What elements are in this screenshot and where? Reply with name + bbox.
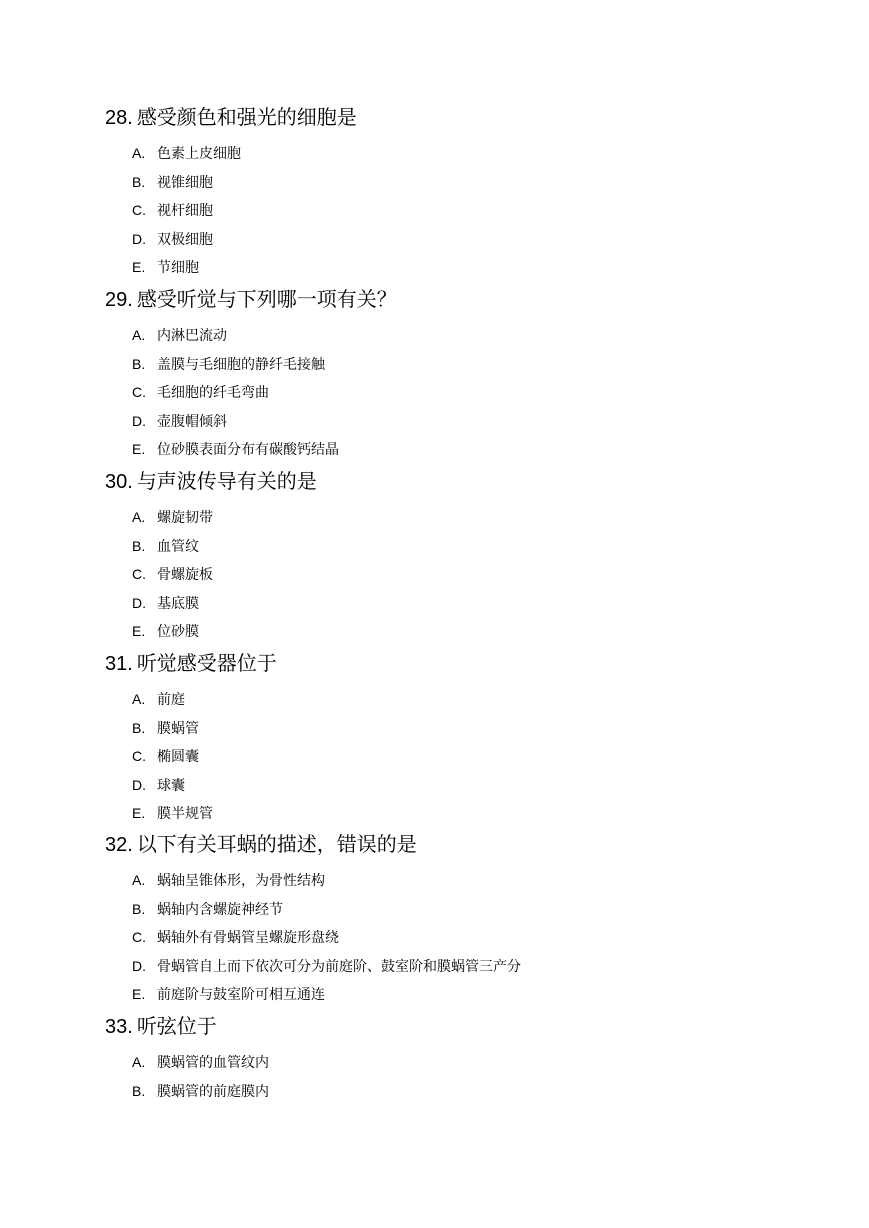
question-title	[105, 648, 825, 678]
option-letter: B.	[132, 1082, 146, 1099]
option-a	[132, 866, 825, 895]
option-c	[132, 923, 825, 952]
option-letter: D.	[132, 230, 146, 247]
question-title	[105, 284, 825, 314]
option-text: 膜蜗管	[157, 720, 199, 737]
question-text: 听觉感受器位于	[136, 651, 277, 675]
option-d	[132, 771, 825, 800]
option-letter: A.	[132, 872, 146, 888]
option-e	[132, 253, 825, 282]
option-text: 蜗轴呈锥体形，为骨性结构	[157, 873, 325, 889]
option-text: 螺旋韧带	[157, 510, 213, 526]
option-c	[132, 742, 825, 771]
option-a	[132, 503, 825, 532]
option-text: 毛细胞的纤毛弯曲	[157, 385, 269, 401]
question-text: 感受听觉与下列哪一项有关？	[136, 287, 397, 311]
option-text: 膜半规管	[157, 806, 213, 822]
option-letter: B.	[132, 355, 146, 372]
question-30	[105, 466, 825, 646]
option-b	[132, 168, 825, 197]
option-a	[132, 685, 825, 714]
option-letter: A.	[132, 509, 146, 525]
option-a	[132, 321, 825, 350]
option-letter: D.	[132, 776, 146, 793]
option-b	[132, 532, 825, 561]
option-text: 色素上皮细胞	[157, 146, 241, 162]
option-text: 膜蜗管的血管纹内	[157, 1055, 269, 1071]
option-text: 视锥细胞	[157, 174, 213, 191]
option-c	[132, 378, 825, 407]
option-text: 骨蜗管自上而下依次可分为前庭阶、鼓室阶和膜蜗管三产分	[157, 958, 521, 975]
option-letter: A.	[132, 1054, 146, 1070]
option-letter: E.	[132, 623, 146, 639]
option-c	[132, 196, 825, 225]
option-text: 球囊	[157, 777, 185, 794]
question-text: 听弦位于	[136, 1014, 217, 1038]
option-a	[132, 139, 825, 168]
option-d	[132, 225, 825, 254]
option-e	[132, 980, 825, 1009]
option-text: 蜗轴内含螺旋神经节	[157, 901, 283, 918]
option-a	[132, 1048, 825, 1077]
option-letter: E.	[132, 259, 146, 275]
option-text: 内淋巴流动	[157, 328, 227, 344]
option-letter: A.	[132, 691, 146, 707]
question-number: 30.	[105, 471, 133, 493]
option-letter: D.	[132, 412, 146, 429]
option-b	[132, 1077, 825, 1106]
question-31	[105, 648, 825, 828]
option-e	[132, 799, 825, 828]
option-letter: B.	[132, 900, 146, 917]
option-text: 骨螺旋板	[157, 567, 213, 583]
option-text: 位砂膜表面分布有碳酸钙结晶	[157, 442, 339, 458]
option-d	[132, 589, 825, 618]
option-text: 双极细胞	[157, 231, 213, 248]
option-text: 盖膜与毛细胞的静纤毛接触	[157, 356, 325, 373]
option-letter: C.	[132, 748, 146, 764]
option-text: 血管纹	[157, 538, 199, 555]
option-list	[105, 1048, 825, 1105]
option-d	[132, 407, 825, 436]
question-number: 33.	[105, 1016, 133, 1038]
question-number: 28.	[105, 107, 133, 129]
option-list	[105, 321, 825, 464]
option-text: 节细胞	[157, 260, 199, 276]
option-c	[132, 560, 825, 589]
option-letter: E.	[132, 441, 146, 457]
question-32	[105, 829, 825, 1009]
option-letter: D.	[132, 957, 146, 974]
question-title	[105, 829, 825, 859]
option-text: 基底膜	[157, 595, 199, 612]
option-letter: B.	[132, 719, 146, 736]
question-text: 以下有关耳蜗的描述，错误的是	[136, 832, 417, 856]
option-b	[132, 895, 825, 924]
question-title	[105, 1011, 825, 1041]
option-d	[132, 952, 825, 981]
option-text: 前庭阶与鼓室阶可相互通连	[157, 987, 325, 1003]
option-letter: E.	[132, 805, 146, 821]
option-letter: C.	[132, 566, 146, 582]
question-text: 感受颜色和强光的细胞是	[136, 105, 357, 129]
question-29	[105, 284, 825, 464]
option-list	[105, 685, 825, 828]
option-letter: B.	[132, 173, 146, 190]
option-text: 前庭	[157, 692, 185, 708]
option-text: 视杆细胞	[157, 203, 213, 219]
question-title	[105, 102, 825, 132]
option-text: 椭圆囊	[157, 749, 199, 765]
option-b	[132, 350, 825, 379]
option-text: 膜蜗管的前庭膜内	[157, 1083, 269, 1100]
option-e	[132, 435, 825, 464]
question-title	[105, 466, 825, 496]
option-letter: A.	[132, 145, 146, 161]
option-text: 蜗轴外有骨蜗管呈螺旋形盘绕	[157, 930, 339, 946]
option-letter: E.	[132, 986, 146, 1002]
option-letter: C.	[132, 384, 146, 400]
option-list	[105, 866, 825, 1009]
question-number: 29.	[105, 289, 133, 311]
option-text: 壶腹帽倾斜	[157, 413, 227, 430]
option-text: 位砂膜	[157, 624, 199, 640]
question-28	[105, 102, 825, 282]
option-letter: D.	[132, 594, 146, 611]
option-letter: C.	[132, 929, 146, 945]
question-33	[105, 1011, 825, 1105]
option-letter: A.	[132, 327, 146, 343]
option-list	[105, 139, 825, 282]
option-b	[132, 714, 825, 743]
question-number: 31.	[105, 653, 133, 675]
option-letter: B.	[132, 537, 146, 554]
option-letter: C.	[132, 202, 146, 218]
option-e	[132, 617, 825, 646]
question-number: 32.	[105, 834, 133, 856]
option-list	[105, 503, 825, 646]
question-text: 与声波传导有关的是	[136, 469, 317, 493]
